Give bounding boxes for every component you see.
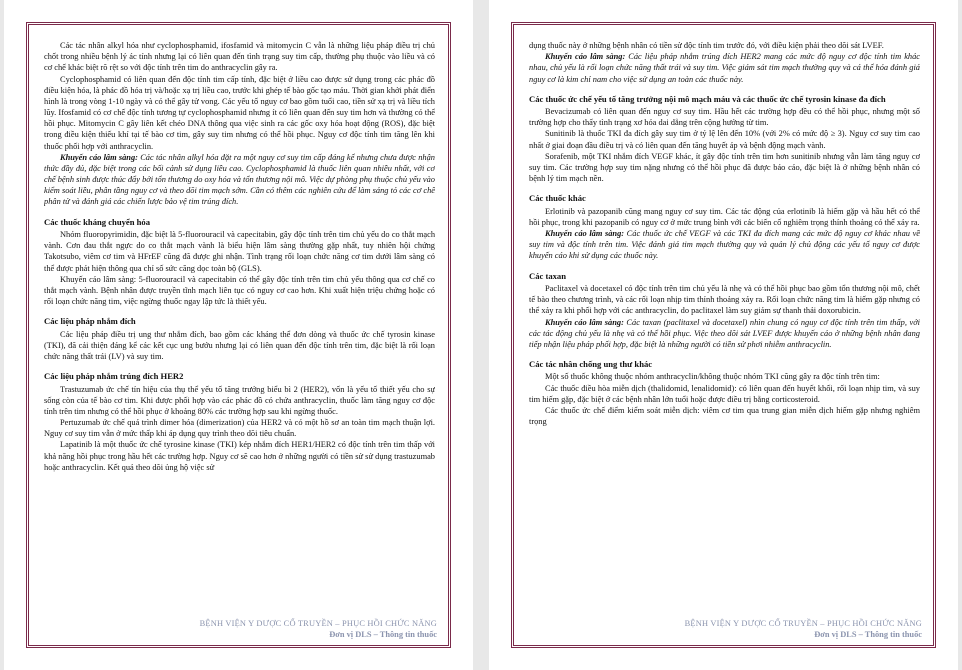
section-heading: Các thuốc khác [529,193,586,204]
clinical-recommendation [529,317,920,351]
recommendation-label: Khuyến cáo lâm sàng: [545,52,626,62]
page-content-right [529,40,920,610]
paragraph: Nhóm fluoropyrimidin, đặc biệt là 5-fluorouracil và capecitabin, gây độc tính trên tim chủ yếu do co thắt mạch vành. Cơn đau thắt ngực do co thắt mạch vành là biểu hiện lâm sàng thường gặp nhất, tuy nhiên hội chứng Takotsubo, viêm cơ tim và HFrEF cũng đã được ghi nhận. Tình trạng rối loạn chức năng cơ tim dưới lâm sàng có thể được phát hiện thông qua chỉ số sức căng dọc toàn bộ (GLS). [44,230,435,273]
clinical-recommendation [529,228,920,262]
footer-hospital-name: BỆNH VIỆN Y DƯỢC CỔ TRUYỀN – PHỤC HỒI CHỨC NĂNG [684,619,922,628]
paragraph: Một số thuốc không thuộc nhóm anthracyclin/không thuộc nhóm TKI cũng gây ra độc tính trên tim: [545,372,880,382]
footer-hospital-name: BỆNH VIỆN Y DƯỢC CỔ TRUYỀN – PHỤC HỒI CHỨC NĂNG [199,619,437,628]
paragraph: Trastuzumab ức chế tín hiệu của thụ thể yếu tố tăng trưởng biểu bì 2 (HER2), vốn là yếu tố thiết yếu cho sự sống còn của tế bào cơ tim. Khi được phối hợp vào các phác đồ có chứa anthracyclin, thuốc làm tăng nguy cơ độc tính trên tim nhưng có thể hồi phục ở khoảng 80% các trường hợp sau khi ngừng thuốc. [44,384,435,416]
clinical-recommendation [529,51,920,85]
recommendation-label: Khuyến cáo lâm sàng: [545,317,624,327]
section-heading: Các tác nhân chống ung thư khác [529,359,653,370]
section-heading: Các liệu pháp nhắm trúng đích HER2 [44,371,184,382]
section-heading: Các thuốc ức chế yếu tố tăng trưởng nội mô mạch máu và các thuốc ức chế tyrosin kinase đa đích [529,93,886,104]
paragraph: Bevacizumab có liên quan đến nguy cơ suy tim. Hầu hết các trường hợp đều có thể hồi phục, nhưng một số trường hợp cho thấy tình trạng xơ hóa dai dẳng trên cộng hưởng từ tim. [529,107,920,128]
paragraph: Các thuốc điều hòa miễn dịch (thalidomid, lenalidomid): có liên quan đến huyết khối, rối loạn nhịp tim, và suy tim hiếm gặp, đặc biệt ở các bệnh nhân lớn tuổi hoặc được điều trị bằng corticosteroid. [529,383,920,404]
paragraph: Các thuốc ức chế điểm kiểm soát miễn dịch: viêm cơ tim qua trung gian miễn dịch hiếm gặp nhưng nghiêm trọng [529,405,920,427]
recommendation-text: Các thuốc ức chế VEGF và các TKI đa đích mang các mức độ nguy cơ khác nhau về suy tim và độc tính trên tim. Việc đánh giá tim mạch thường quy và quản lý chủ động các yếu tố nguy cơ được khuyến cáo khi sử dụng các thuốc này. [529,229,920,261]
paragraph: Khuyến cáo lâm sàng: 5-fluorouracil và capecitabin có thể gây độc tính trên tim chủ yếu thông qua cơ chế co thắt mạch vành. Bệnh nhân được truyền tĩnh mạch liên tục có nguy cơ cao hơn. Khi xuất hiện triệu chứng hoặc có rối loạn chức năng tim, việc ngừng thuốc ngay lập tức là thiết yếu. [44,274,435,307]
paragraph: Pertuzumab ức chế quá trình dimer hóa (dimerization) của HER2 và có một hồ sơ an toàn tim mạch thuận lợi. Nguy cơ suy tim vẫn ở mức thấp khi áp dụng quy trình theo dõi tiêu chuẩn. [44,418,435,439]
footer-unit-name: Đơn vị DLS – Thông tin thuốc [329,629,437,639]
paragraph: Sunitinib là thuốc TKI đa đích gây suy tim ở tỷ lệ lên đến 10% (với 2% có mức độ ≥ 3). Nguy cơ suy tim cao nhất ở giai đoạn đầu điều trị và có liên quan đến tăng huyết áp và bệnh động mạch vành. [529,129,920,150]
clinical-recommendation [44,152,435,208]
paragraph: Sorafenib, một TKI nhắm đích VEGF khác, ít gây độc tính trên tim hơn sunitinib nhưng vẫn làm tăng nguy cơ suy tim. Các trường hợp suy tim nặng nhưng có thể hồi phục đã được báo cáo, đặc biệt là ở những bệnh nhân có bệnh lý tim mạch nền. [529,151,920,184]
paragraph: Erlotinib và pazopanib cũng mang nguy cơ suy tim. Các tác động của erlotinib là hiếm gặp và hầu hết có thể hồi phục, trong khi pazopanib có nguy cơ ở mức trung bình với các biến cố nghiêm trọng thỉnh thoảng có thể xảy ra. [529,206,920,227]
section-heading: Các thuốc kháng chuyển hóa [44,216,151,227]
paragraph: Các tác nhân alkyl hóa như cyclophosphamid, ifosfamid và mitomycin C vẫn là những liệu pháp điều trị chủ chốt trong nhiều bệnh lý ác tính nhưng lại có liên quan đến tình trạng suy tim cấp, thường phụ thuộc vào liều và có cơ chế khác biệt rõ rệt so với độc tính trên tim do anthracyclin gây ra. [44,41,435,73]
footer-unit-name: Đơn vị DLS – Thông tin thuốc [814,629,922,639]
paragraph: Cyclophosphamid có liên quan đến độc tính tim cấp tính, đặc biệt ở liều cao được sử dụng trong các phác đồ điều kiện hóa, là phác đồ hóa trị và/hoặc xạ trị liều cao, trước khi ghép tế bào gốc tạo máu. Thời gian khởi phát điển hình là trong vòng 1-10 ngày và có thể gây tử vong. Các yếu tố nguy cơ bao gồm tuổi cao, tiền sử xạ trị và liều tích lũy. Ifosfamid có cơ chế độc tính tương tự cyclophosphamid nhưng ít có liên quan đến suy tim hơn và thường có thể hồi phục. Mitomycin C gây liên kết chéo DNA thông qua việc sinh ra các gốc oxy hóa hoạt động (ROS), đặc biệt trong điều kiện thiếu khí tại tế bào cơ tim, gây suy tim nhưng có thể hồi phục. Nguy cơ độc tính tim tăng lên khi thuốc phối hợp với anthracyclin. [44,74,435,151]
section-heading: Các taxan [529,270,566,281]
document-page-right [489,0,958,670]
document-page-left [4,0,473,670]
page-footer-right [685,619,922,640]
paragraph: Paclitaxel và docetaxel có độc tính trên tim chủ yếu là nhẹ và có thể hồi phục bao gồm tổn thương nội mô, chết tế bào theo chương trình, và các rối loạn nhịp tim thỉnh thoảng xảy ra. Rối loạn chức năng tim là hiếm gặp nhưng có thể xảy ra khi phối hợp với các anthracyclin, do paclitaxel làm suy giảm sự thanh thải doxorubicin. [529,284,920,316]
section-heading: Các liệu pháp nhắm đích [44,316,136,327]
page-content-left [44,40,435,610]
page-footer-left [200,619,437,640]
paragraph: Lapatinib là một thuốc ức chế tyrosine kinase (TKI) kép nhắm đích HER1/HER2 có độc tính trên tim thấp với khả năng hồi phục trong hầu hết các trường hợp. Nguy cơ sẽ cao hơn ở những người có tiền sử sử dụng trastuzumab hoặc anthracyclin. Kết quả theo dõi ủng hộ việc sử [44,440,435,472]
recommendation-text: Các tác nhân alkyl hóa đặt ra một nguy cơ suy tim cấp đáng kể nhưng chưa được nhận thức đầy đủ, đặc biệt trong các bối cảnh sử dụng liều cao. Cyclophosphamid là thuốc liên quan nhiều nhất, với cơ chế bệnh sinh được thúc đẩy bởi tổn thương do oxy hóa và tổn thương nội mô. Việc dự phòng phụ thuộc chủ yếu vào kiểm soát liều, phân tầng nguy cơ và theo dõi tim mạch sớm. Cần có thêm các nghiên cứu để làm sáng tỏ các cơ chế phân tử và đánh giá các chiến lược bảo vệ tim trúng đích. [44,152,435,207]
paragraph: dụng thuốc này ở những bệnh nhân có tiền sử độc tính tim trước đó, với điều kiện phải theo dõi sát LVEF. [529,41,884,50]
paragraph: Các liệu pháp điều trị ung thư nhắm đích, bao gồm các kháng thể đơn dòng và thuốc ức chế tyrosin kinase (TKI), đã cải thiện đáng kể các kết cục ung bướu nhưng lại có liên quan đến độc tính trên tim, đặc biệt là rối loạn chức năng thất trái (LV) và suy tim. [44,329,435,361]
recommendation-label: Khuyến cáo lâm sàng: [60,152,138,162]
recommendation-text: Các liệu pháp nhắm trúng đích HER2 mang các mức độ nguy cơ độc tính tim khác nhau, chủ yếu là rối loạn chức năng thất trái và suy tim. Việc giám sát tim mạch thường quy và cá thể hóa đánh giá nguy cơ là kim chỉ nam cho việc sử dụng an toàn các thuốc này. [529,52,920,84]
recommendation-label: Khuyến cáo lâm sàng: [545,229,625,239]
recommendation-text: Các taxan (paclitaxel và docetaxel) nhìn chung có nguy cơ độc tính trên tim thấp, với các tác động chủ yếu là nhẹ và có thể hồi phục. Việc theo dõi sát LVEF được khuyến cáo ở những bệnh nhân đang tiếp nhận liệu pháp phối hợp, đặc biệt là những người có tiền sử phơi nhiễm anthracyclin. [529,317,920,349]
